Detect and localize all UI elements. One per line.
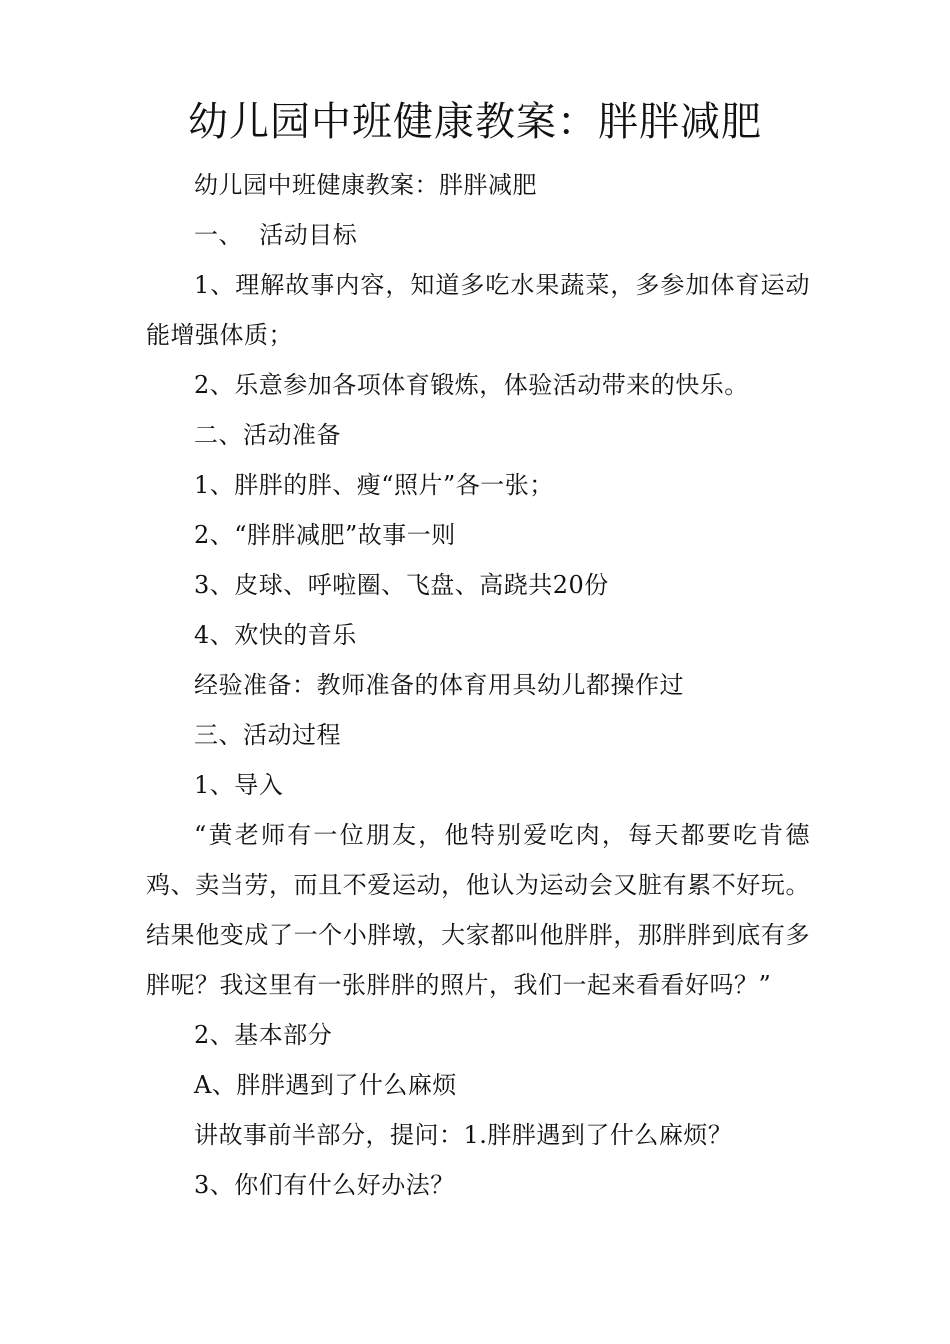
paragraph-intro-heading: 1、导入 xyxy=(194,771,284,799)
paragraph-goal-1: 1、理解故事内容，知道多吃水果蔬菜，多参加体育运动能增强体质； xyxy=(146,271,810,349)
paragraph-question-3: 3、你们有什么好办法？ xyxy=(194,1171,455,1199)
heading-activity-goals: 一、 活动目标 xyxy=(194,221,358,249)
paragraph-experience-prep: 经验准备：教师准备的体育用具幼儿都操作过 xyxy=(194,671,684,699)
paragraph-story-question: 讲故事前半部分，提问：1.胖胖遇到了什么麻烦？ xyxy=(194,1121,733,1149)
paragraph-prep-1: 1、胖胖的胖、瘦“照片”各一张； xyxy=(194,471,554,499)
heading-activity-process: 三、活动过程 xyxy=(194,721,341,749)
paragraph-prep-2: 2、“胖胖减肥”故事一则 xyxy=(194,521,456,549)
paragraph-subtitle: 幼儿园中班健康教案：胖胖减肥 xyxy=(194,171,537,199)
paragraph-intro-story: “黄老师有一位朋友，他特别爱吃肉，每天都要吃肯德鸡、卖当劳，而且不爱运动，他认为运动会又脏有累不好玩。结果他变成了一个小胖墩，大家都叫他胖胖，那胖胖到底有多胖呢？我这里有一张胖胖的照片，我们一起来看看好吗？” xyxy=(146,821,810,999)
document-body xyxy=(146,160,810,1210)
paragraph-goal-2: 2、乐意参加各项体育锻炼，体验活动带来的快乐。 xyxy=(194,371,749,399)
paragraph-prep-4: 4、欢快的音乐 xyxy=(194,621,357,649)
paragraph-section-a: A、胖胖遇到了什么麻烦 xyxy=(194,1071,457,1099)
heading-activity-preparation: 二、活动准备 xyxy=(194,421,341,449)
document-title: 幼儿园中班健康教案：胖胖减肥 xyxy=(188,99,762,145)
paragraph-prep-3: 3、皮球、呼啦圈、飞盘、高跷共20份 xyxy=(194,571,609,599)
paragraph-basic-part: 2、基本部分 xyxy=(194,1021,333,1049)
